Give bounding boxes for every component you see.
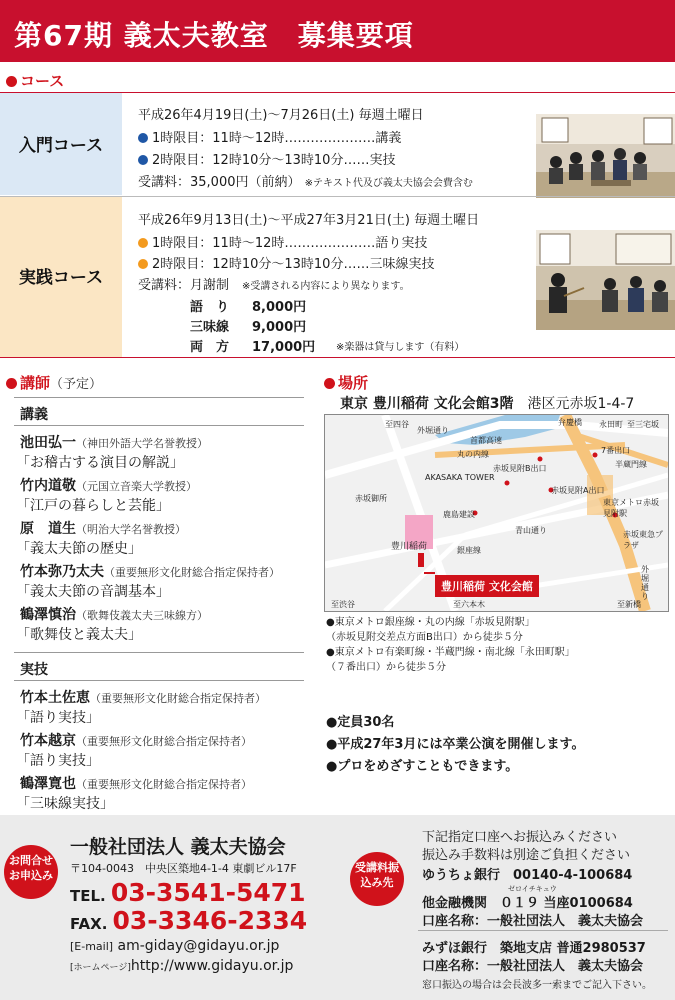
divider xyxy=(418,930,668,931)
orange-dot-icon xyxy=(138,259,148,269)
info-item: ●プロをめざすこともできます。 xyxy=(326,759,519,774)
map-label: 銀座線 xyxy=(457,546,481,555)
instructor-name xyxy=(20,730,252,750)
map-label: 至四谷 xyxy=(385,420,409,429)
map-label: 半蔵門線 xyxy=(615,460,647,469)
orange-dot-icon xyxy=(138,238,148,248)
info-list xyxy=(326,712,584,778)
instructor-name-text: 鶴澤寛也 xyxy=(20,776,76,792)
tel-line xyxy=(70,878,306,907)
map-label: 青山通り xyxy=(515,526,547,535)
practice-line1 xyxy=(138,232,427,251)
venue-heading xyxy=(324,372,368,393)
map-label: 至三宅坂 xyxy=(627,420,659,429)
page-title: 第67期 義太夫教室 募集要項 xyxy=(14,19,414,52)
map-label: 首都高速 xyxy=(470,436,502,445)
instructor-name xyxy=(20,687,266,707)
instructor-affiliation: （重要無形文化財総合指定保持者） xyxy=(76,735,252,748)
info-item: ●平成27年3月には卒業公演を開催します。 xyxy=(326,737,585,752)
venue-address: 港区元赤坂1-4-7 xyxy=(527,396,635,412)
practice-heading: 実技 xyxy=(20,662,48,678)
payment-badge: 受講料振込み先 xyxy=(350,852,404,906)
access-line: （赤坂見附交差点方面B出口）から徒歩５分 xyxy=(326,632,523,643)
intro-course-band xyxy=(0,93,122,195)
intro-fee xyxy=(138,171,473,190)
instrument-note: ※楽器は貸与します（有料） xyxy=(336,342,465,353)
venue-address-line xyxy=(340,393,634,413)
instructors-heading xyxy=(6,372,102,393)
map-label: 赤坂見附A出口 xyxy=(551,486,605,495)
furigana: ゼロイチキュウ xyxy=(508,885,557,893)
instructor-affiliation: （神田外語大学名誉教授） xyxy=(76,437,208,450)
venue-map-marker: 豊川稲荷 文化会館 xyxy=(435,575,539,597)
fee-row-price: 17,000円 xyxy=(252,340,316,355)
divider xyxy=(0,357,675,358)
instructors-heading-sub: （予定） xyxy=(50,377,103,392)
intro-fee-text: 受講料：35,000円（前納） xyxy=(138,175,301,190)
map-label: 鹿島建設 xyxy=(443,510,475,519)
access-line: ●東京メトロ有楽町線・半蔵門線・南北線「永田町駅」 xyxy=(326,647,575,658)
lecture-heading: 講義 xyxy=(20,407,48,423)
divider xyxy=(14,680,304,681)
map-label: 至新橋 xyxy=(617,600,641,609)
course-heading-text: コース xyxy=(20,72,65,90)
map-label: 赤坂東急プラザ xyxy=(623,530,663,550)
bullet-icon xyxy=(6,76,17,87)
email-link[interactable]: am-giday@gidayu.or.jp xyxy=(117,938,280,954)
divider xyxy=(14,652,304,653)
fee-row xyxy=(190,296,306,315)
web-label: [ホームページ] xyxy=(70,963,131,973)
divider xyxy=(14,425,304,426)
payment-line1: 下記指定口座へお振込みください xyxy=(422,830,618,845)
instructor-name xyxy=(20,561,280,581)
bullet-icon xyxy=(324,378,335,389)
practice-course-band xyxy=(0,197,122,357)
fee-row-label: 三味線 xyxy=(190,320,230,335)
instructor-affiliation: （重要無形文化財総合指定保持者） xyxy=(76,778,252,791)
instructor-name-text: 竹本土佐恵 xyxy=(20,690,90,706)
practice-line2-text: 2時限目：12時10分～13時10分……三味線実技 xyxy=(152,257,435,272)
map-label: 豊川稲荷 xyxy=(391,542,428,552)
instructor-affiliation: （元国立音楽大学教授） xyxy=(76,480,197,493)
fee-row-price: 8,000円 xyxy=(252,300,307,315)
payment-note: 窓口振込の場合は会長波多一索までご記入下さい。 xyxy=(422,980,652,991)
access-line: （７番出口）から徒歩５分 xyxy=(326,662,446,673)
web-line xyxy=(70,958,293,974)
class-photo-1 xyxy=(536,114,675,198)
yucho-account: ゆうちょ銀行 00140-4-100684 xyxy=(422,868,633,883)
map-label: 赤坂見附B出口 xyxy=(493,464,547,473)
map-label: 永田町 xyxy=(599,420,623,429)
org-name: 一般社団法人 義太夫協会 xyxy=(70,836,286,858)
instructor-affiliation: （歌舞伎義太夫三味線方） xyxy=(76,609,208,622)
instructor-topic: 「語り実技」 xyxy=(16,753,100,769)
intro-fee-note: ※テキスト代及び義太夫協会会費含む xyxy=(304,178,473,189)
class-photo-2 xyxy=(536,230,675,330)
info-item: ●定員30名 xyxy=(326,715,395,730)
practice-fee-note: ※受講される内容により異なります。 xyxy=(242,281,410,292)
map-label: 外堀通り xyxy=(417,426,449,435)
instructor-topic: 「お稽古する演目の解説」 xyxy=(16,455,184,471)
fax-line xyxy=(70,906,307,935)
fax-label: FAX. xyxy=(70,915,108,933)
instructor-name-text: 竹本弥乃太夫 xyxy=(20,564,104,580)
instructor-name xyxy=(20,773,252,793)
instructor-topic: 「歌舞伎と義太夫」 xyxy=(16,627,142,643)
instructor-name xyxy=(20,475,197,495)
instructor-name-text: 竹内道敬 xyxy=(20,478,76,494)
practice-line2 xyxy=(138,253,434,272)
instructors-heading-text: 講師 xyxy=(20,374,51,392)
map-label: 外堀通り xyxy=(641,565,649,601)
contact-badge: お問合せお申込み xyxy=(4,845,58,899)
account-name-2: 口座名称：一般社団法人 義太夫協会 xyxy=(422,959,644,974)
intro-line1-text: 1時限目：11時～12時…………………講義 xyxy=(152,131,402,146)
web-link[interactable]: http://www.gidayu.or.jp xyxy=(130,958,294,974)
payment-line2: 振込み手数料は別途ご負担ください xyxy=(422,848,631,863)
tel-number[interactable]: 03-3541-5471 xyxy=(110,878,306,907)
map-label: 至六本木 xyxy=(453,600,485,609)
course-heading xyxy=(6,70,64,91)
contact-address: 〒104-0043 中央区築地4-1-4 東劇ビル17F xyxy=(70,862,297,875)
email-line xyxy=(70,938,279,954)
instructor-topic: 「語り実技」 xyxy=(16,710,100,726)
mizuho-account: みずほ銀行 築地支店 普通2980537 xyxy=(422,941,646,956)
map-label: AKASAKA TOWER xyxy=(425,473,495,482)
fee-row-price: 9,000円 xyxy=(252,320,307,335)
map-label: 至渋谷 xyxy=(331,600,355,609)
access-map xyxy=(324,414,669,612)
practice-line1-text: 1時限目：11時～12時…………………語り実技 xyxy=(152,236,428,251)
practice-fee xyxy=(138,274,410,293)
fax-number: 03-3346-2334 xyxy=(112,906,308,935)
map-label: 丸の内線 xyxy=(457,450,489,459)
venue-name: 東京 豊川稲荷 文化会館3階 xyxy=(340,396,514,412)
instructor-name-text: 原 道生 xyxy=(20,521,76,537)
divider xyxy=(14,397,304,398)
account-name-1: 口座名称：一般社団法人 義太夫協会 xyxy=(422,914,644,929)
instructor-topic: 「義太夫節の歴史」 xyxy=(16,541,142,557)
access-directions xyxy=(326,615,575,675)
other-bank-account: 他金融機関 ０１９ 当座0100684 xyxy=(422,896,633,911)
map-label: 赤坂御所 xyxy=(355,494,387,503)
instructor-name xyxy=(20,604,208,624)
map-label: 弁慶橋 xyxy=(558,418,582,427)
practice-fee-text: 受講料：月謝制 xyxy=(138,278,230,293)
instructor-topic: 「義太夫節の音調基本」 xyxy=(16,584,170,600)
intro-line2-text: 2時限目：12時10分～13時10分……実技 xyxy=(152,153,396,168)
fee-row-label: 語 り xyxy=(190,300,230,315)
practice-course-label: 実践コース xyxy=(18,268,104,288)
instructor-topic: 「江戸の暮らしと芸能」 xyxy=(16,498,170,514)
tel-label: TEL. xyxy=(70,887,106,905)
instructor-name xyxy=(20,518,186,538)
instructor-affiliation: （重要無形文化財総合指定保持者） xyxy=(104,566,280,579)
instructor-topic: 「三味線実技」 xyxy=(16,796,114,812)
blue-dot-icon xyxy=(138,133,148,143)
instructor-name-text: 竹本越京 xyxy=(20,733,76,749)
intro-course-label: 入門コース xyxy=(18,136,104,156)
venue-heading-text: 場所 xyxy=(338,374,369,392)
bullet-icon xyxy=(6,378,17,389)
intro-line1 xyxy=(138,127,401,146)
intro-line2 xyxy=(138,149,395,168)
practice-period: 平成26年9月13日(土)～平成27年3月21日(土) 毎週土曜日 xyxy=(138,213,480,228)
access-line: ●東京メトロ銀座線・丸の内線「赤坂見附駅」 xyxy=(326,617,535,628)
map-label: 7番出口 xyxy=(601,446,631,455)
instructor-name xyxy=(20,432,208,452)
instructor-name-text: 鶴澤慎治 xyxy=(20,607,76,623)
instructor-affiliation: （明治大学名誉教授） xyxy=(76,523,186,536)
intro-period: 平成26年4月19日(土)～7月26日(土) 毎週土曜日 xyxy=(138,108,424,123)
fee-row xyxy=(190,316,306,335)
instructor-affiliation: （重要無形文化財総合指定保持者） xyxy=(90,692,266,705)
fee-row xyxy=(190,336,315,355)
email-label: [E-mail] xyxy=(70,940,114,953)
blue-dot-icon xyxy=(138,155,148,165)
instructor-name-text: 池田弘一 xyxy=(20,435,76,451)
fee-row-label: 両 方 xyxy=(190,340,230,355)
map-label: 東京メトロ赤坂見附駅 xyxy=(603,498,659,518)
